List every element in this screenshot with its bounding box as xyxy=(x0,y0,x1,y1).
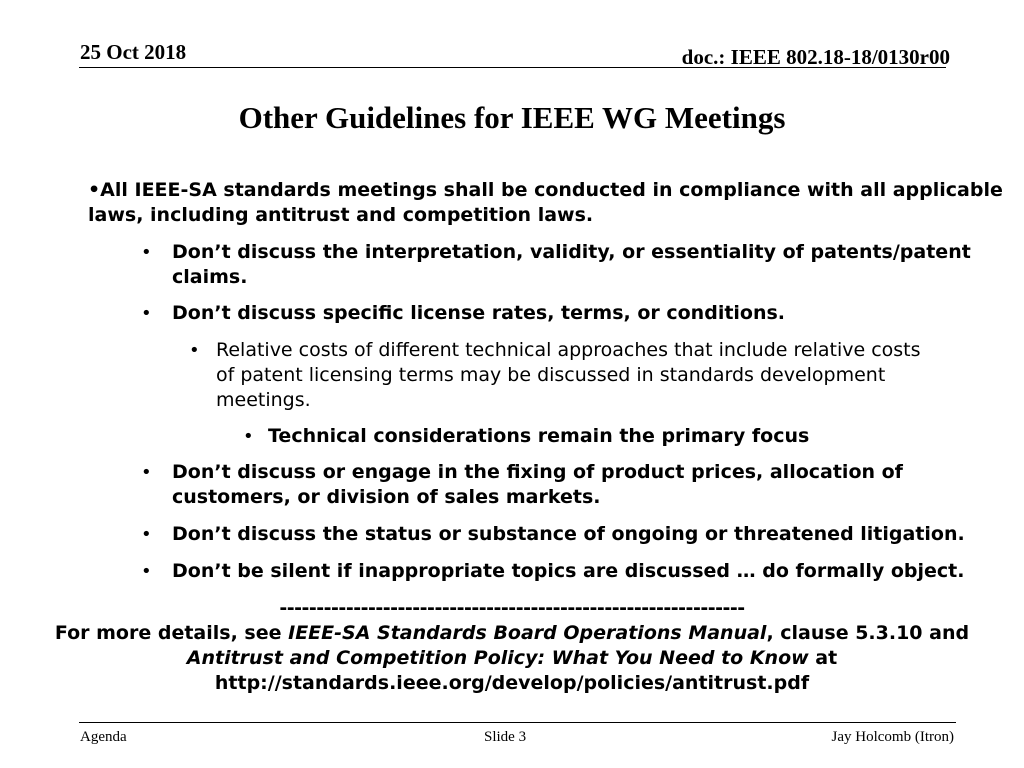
header-date: 25 Oct 2018 xyxy=(80,40,187,64)
footer-author: Jay Holcomb (Itron) xyxy=(831,729,954,745)
level1-text-1: All IEEE-SA standards meetings shall be conducted in compliance with all applicable xyxy=(100,179,1003,201)
slide-number: Slide 3 xyxy=(484,729,527,745)
level1-line-1 xyxy=(88,178,1003,203)
list-item-line: claims. xyxy=(172,266,248,288)
list-item-line: Don’t discuss the interpretation, validity, or essentiality of patents/patent xyxy=(172,241,971,263)
details-line-2 xyxy=(0,646,1024,671)
bullet-icon: • xyxy=(141,462,152,483)
slide-title: Other Guidelines for IEEE WG Meetings xyxy=(238,100,786,135)
list-item-line: Don’t discuss or engage in the fixing of product prices, allocation of xyxy=(172,461,903,483)
level1-bullet: • xyxy=(88,179,101,201)
details-line-1 xyxy=(0,621,1024,646)
policy-title: Antitrust and Competition Policy: What You Need to Know xyxy=(186,647,809,669)
sub-item-line: Relative costs of different technical approaches that include relative costs xyxy=(216,339,921,361)
bullet-icon: • xyxy=(189,340,200,361)
separator-line: --------------------------------------------------------------- xyxy=(279,597,745,619)
details-clause: , clause 5.3.10 and xyxy=(766,622,970,644)
header-doc-id: doc.: IEEE 802.18-18/0130r00 xyxy=(681,45,950,69)
bullet-icon: • xyxy=(141,524,152,545)
bullet-icon: • xyxy=(141,303,152,324)
sub-item-line: of patent licensing terms may be discussed in standards development xyxy=(216,364,886,386)
list-item-line: Don’t be silent if inappropriate topics are discussed … do formally object. xyxy=(172,560,965,582)
list-item-line: Don’t discuss the status or substance of ongoing or threatened litigation. xyxy=(172,523,965,545)
details-at: at xyxy=(808,647,838,669)
footer-left: Agenda xyxy=(80,729,127,745)
sub-item-line: meetings. xyxy=(216,389,311,411)
policy-url: http://standards.ieee.org/develop/policies/antitrust.pdf xyxy=(214,672,810,694)
list-item-line: customers, or division of sales markets. xyxy=(172,486,601,508)
header-divider xyxy=(79,67,946,68)
level1-line-2: laws, including antitrust and competition laws. xyxy=(88,204,594,226)
bullet-icon: • xyxy=(141,561,152,582)
sub-sub-item-line: Technical considerations remain the primary focus xyxy=(268,425,810,447)
bullet-icon: • xyxy=(243,426,254,447)
list-item-line: Don’t discuss specific license rates, terms, or conditions. xyxy=(172,302,786,324)
bullet-icon: • xyxy=(141,242,152,263)
details-prefix: For more details, see xyxy=(54,622,289,644)
manual-title: IEEE-SA Standards Board Operations Manual xyxy=(288,622,767,644)
footer-divider xyxy=(79,722,956,723)
